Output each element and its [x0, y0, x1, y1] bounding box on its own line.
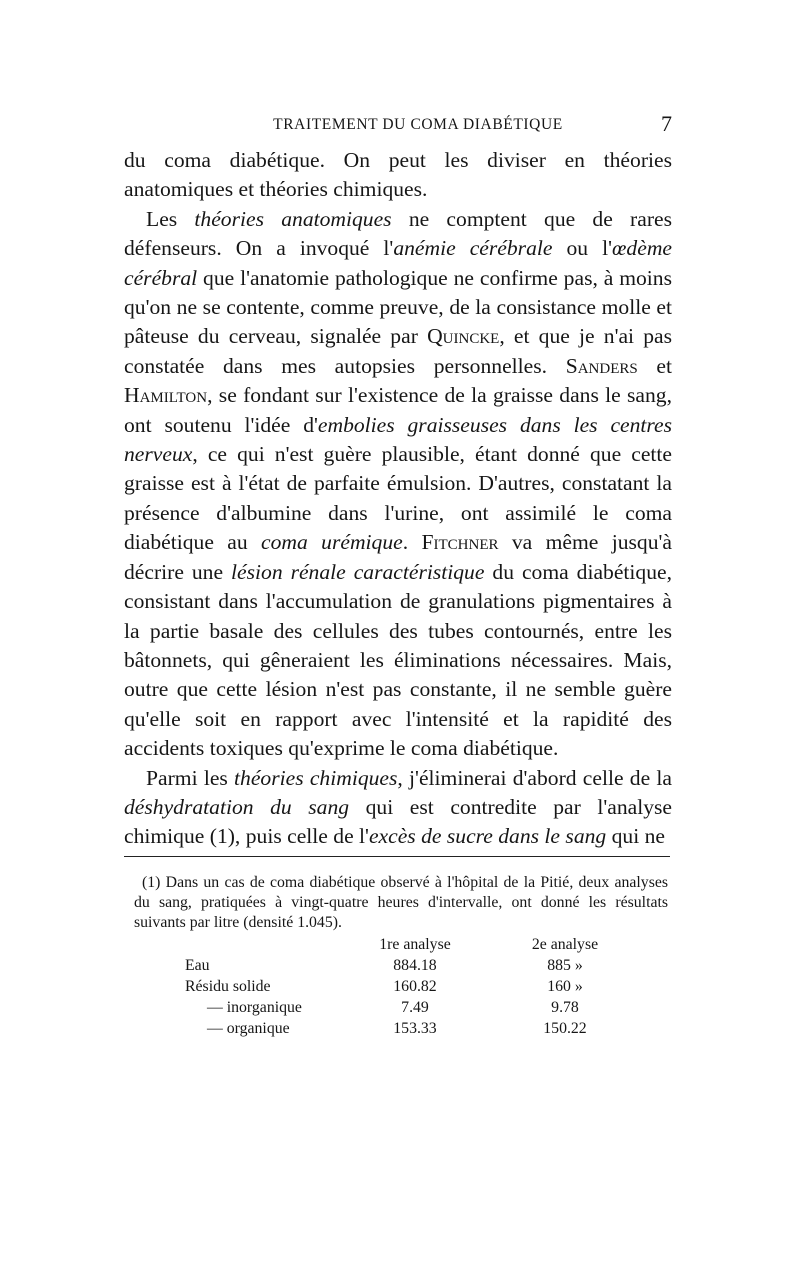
text-run: va même jusqu'à décrire une	[124, 530, 673, 584]
text-run: ou l'	[552, 236, 613, 261]
page-number: 7	[661, 111, 672, 136]
paragraph-3	[124, 764, 672, 852]
table-cell: 885 »	[547, 957, 583, 974]
author-name: Fitchner	[421, 530, 499, 555]
table-cell: Résidu solide	[185, 978, 271, 995]
text-run: que l'anatomie pathologique ne confirme pas, à moins qu'on ne se contente, comme preuve, de la consistance molle et pâteuse du cerveau, signalée par	[124, 265, 672, 349]
text-run: et	[637, 353, 672, 378]
table-row	[185, 1018, 625, 1039]
text-run: ne comptent que de rares défenseurs. On a invoqué l'	[124, 206, 672, 261]
italic-phrase: déshydratation du sang	[124, 794, 350, 819]
table-cell: 9.78	[551, 999, 579, 1016]
author-name: Hamilton	[124, 383, 208, 408]
table-row	[185, 955, 625, 976]
running-title: TRAITEMENT DU COMA DIABÉTIQUE	[273, 116, 563, 133]
table-cell: 160.82	[393, 978, 437, 995]
footnote-rule	[124, 856, 670, 857]
table-cell: 884.18	[393, 957, 437, 974]
table-cell: — organique	[207, 1020, 290, 1037]
italic-phrase: théories chimiques	[234, 765, 398, 790]
text-run: , ce qui n'est guère plausible, étant donné que cette graisse est à l'état de parfaite émulsion. D'autres, constatant la présence d'albumine dans l'urine, ont assimilé le coma diabétique au	[124, 442, 672, 555]
table-cell: 153.33	[393, 1020, 437, 1037]
text-run: , se fondant sur l'existence de la graisse dans le sang, ont soutenu l'idée d'	[124, 383, 672, 437]
table-header-row	[185, 934, 625, 955]
table-cell: 150.22	[543, 1020, 587, 1037]
table-header-cell: 2e analyse	[531, 936, 599, 953]
text-run: Les	[146, 206, 195, 231]
italic-phrase: théories anatomiques	[194, 206, 392, 231]
main-text	[124, 146, 672, 852]
table-row	[185, 976, 625, 997]
table-cell: 160 »	[547, 978, 583, 995]
text-run: , et que je n'ai pas constatée dans mes autopsies personnelles.	[124, 324, 672, 378]
italic-phrase: excès de sucre dans le sang	[368, 824, 607, 849]
author-name: Sanders	[565, 353, 638, 378]
blood-analysis-table	[185, 934, 625, 1039]
italic-phrase: lésion rénale caractéristique	[231, 559, 485, 584]
footnote	[134, 873, 668, 933]
table-cell: 7.49	[401, 999, 429, 1016]
table-cell: — inorganique	[207, 999, 302, 1016]
footnote-text: (1) Dans un cas de coma diabétique observé à l'hôpital de la Pitié, deux analyses du sang, pratiquées à vingt-quatre heures d'intervalle, ont donné les résultats suivants par litre (densité 1.045).	[134, 874, 668, 931]
text-run: Parmi les	[146, 765, 235, 790]
text-run: du coma diabétique, consistant dans l'accumulation de granulations pigmentaires à la partie basale des cellules des tubes contournés, entre les bâtonnets, qui gêneraient les éliminations nécessaires. Mais, outre que cette lésion n'est pas constante, il ne semble guère qu'elle soit en rapport avec l'intensité et la rapidité des accidents toxiques qu'exprime le coma diabétique.	[124, 559, 673, 761]
page-header	[124, 113, 672, 143]
text-run: .	[402, 530, 422, 555]
paragraph-2	[124, 205, 672, 764]
text-run: , j'éliminerai d'abord celle de la	[397, 765, 672, 790]
text-run: qui ne	[606, 824, 665, 849]
table-row	[185, 997, 625, 1018]
italic-phrase: coma urémique	[261, 530, 403, 555]
italic-phrase: embolies graisseuses dans les centres nerveux	[124, 412, 672, 467]
author-name: Quincke	[427, 324, 500, 349]
italic-phrase: œdème cérébral	[124, 236, 672, 290]
text-run: qui est contredite par l'analyse chimique (1), puis celle de l'	[124, 794, 672, 849]
table-cell: Eau	[185, 957, 210, 974]
paragraph-1: du coma diabétique. On peut les diviser en théories anatomiques et théories chimiques.	[124, 148, 672, 202]
italic-phrase: anémie cérébrale	[393, 236, 553, 261]
table-header-cell: 1re analyse	[379, 936, 451, 953]
